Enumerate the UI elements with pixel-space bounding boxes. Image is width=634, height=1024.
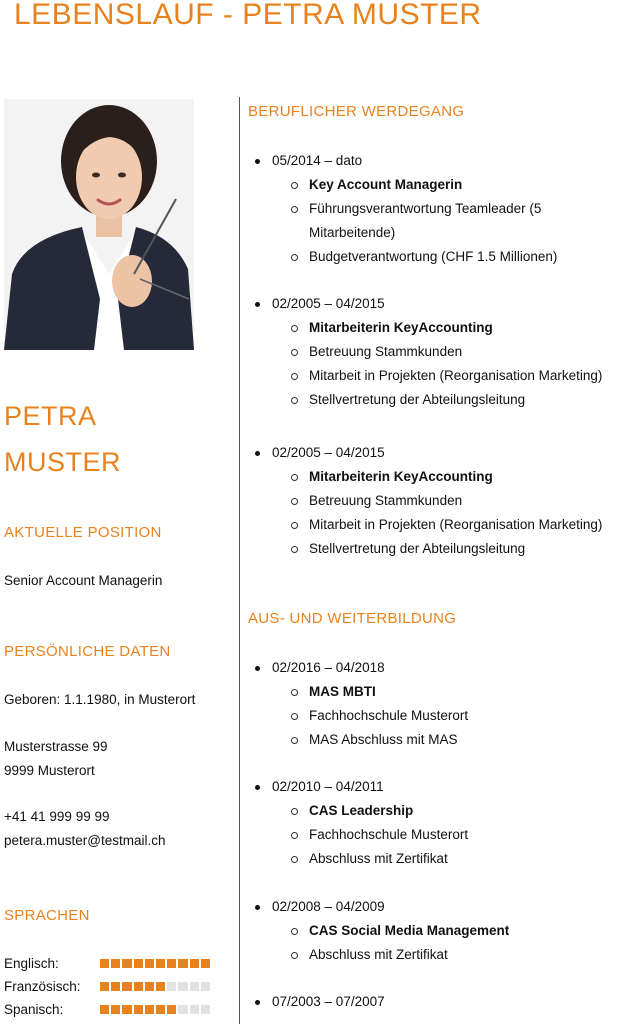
education-heading: AUS- UND WEITERBILDUNG: [248, 610, 457, 627]
language-label: Spanisch:: [4, 1002, 64, 1017]
language-row-english: [4, 953, 214, 975]
entry-role: CAS Social Media Management: [254, 919, 634, 943]
level-square-filled: [100, 959, 109, 968]
address-city: 9999 Musterort: [4, 763, 95, 778]
level-square-filled: [167, 959, 176, 968]
address-street: Musterstrasse 99: [4, 739, 108, 754]
entry-role: Key Account Managerin: [254, 173, 634, 197]
level-square-filled: [122, 982, 131, 991]
entry-role: CAS Leadership: [254, 799, 634, 823]
portrait-illustration: [4, 99, 194, 350]
language-row-french: [4, 976, 214, 998]
language-label: Englisch:: [4, 956, 59, 971]
education-entry: [254, 895, 634, 967]
birth-info: Geboren: 1.1.1980, in Musterort: [4, 692, 196, 707]
entry-detail: Abschluss mit Zertifikat: [254, 943, 634, 967]
level-square-filled: [122, 959, 131, 968]
entry-date: 07/2003 – 07/2007: [254, 990, 634, 1014]
language-level-bar: [100, 1005, 212, 1014]
level-square-filled: [190, 959, 199, 968]
level-square-filled: [111, 982, 120, 991]
entry-detail: Stellvertretung der Abteilungsleitung: [254, 388, 634, 412]
personal-data-heading: PERSÖNLICHE DATEN: [4, 643, 171, 660]
level-square-filled: [100, 1005, 109, 1014]
entry-role: Mitarbeiterin KeyAccounting: [254, 316, 634, 340]
last-name: MUSTER: [4, 447, 121, 477]
level-square-filled: [145, 959, 154, 968]
document-title: LEBENSLAUF - PETRA MUSTER: [14, 0, 482, 31]
entry-detail: Mitarbeit in Projekten (Reorganisation Marketing): [254, 513, 634, 537]
career-heading: BERUFLICHER WERDEGANG: [248, 103, 465, 120]
column-divider: [239, 97, 240, 1024]
level-square-filled: [156, 1005, 165, 1014]
level-square-filled: [156, 959, 165, 968]
entry-detail: Budgetverantwortung (CHF 1.5 Millionen): [254, 245, 634, 269]
entry-detail: MAS Abschluss mit MAS: [254, 728, 634, 752]
entry-date: 02/2008 – 04/2009: [254, 895, 634, 919]
education-entry: [254, 656, 634, 752]
level-square-filled: [111, 1005, 120, 1014]
education-entry: [254, 990, 634, 1014]
entry-detail: Stellvertretung der Abteilungsleitung: [254, 537, 634, 561]
level-square-empty: [178, 982, 187, 991]
level-square-filled: [134, 982, 143, 991]
level-square-empty: [190, 1005, 199, 1014]
entry-detail: Abschluss mit Zertifikat: [254, 847, 634, 871]
portrait-photo: [4, 99, 194, 350]
career-entry: [254, 149, 634, 269]
level-square-filled: [111, 959, 120, 968]
level-square-filled: [100, 982, 109, 991]
language-label: Französisch:: [4, 979, 81, 994]
level-square-filled: [134, 1005, 143, 1014]
language-row-spanish: [4, 999, 214, 1021]
entry-role: MAS MBTI: [254, 680, 634, 704]
level-square-filled: [201, 959, 210, 968]
entry-detail: Fachhochschule Musterort: [254, 704, 634, 728]
entry-detail: Betreuung Stammkunden: [254, 489, 634, 513]
career-entry: [254, 292, 634, 412]
level-square-filled: [156, 982, 165, 991]
first-name: PETRA: [4, 401, 97, 431]
language-level-bar: [100, 959, 212, 968]
entry-date: 02/2005 – 04/2015: [254, 292, 634, 316]
level-square-empty: [178, 1005, 187, 1014]
level-square-filled: [122, 1005, 131, 1014]
entry-role: Mitarbeiterin KeyAccounting: [254, 465, 634, 489]
entry-detail: Mitarbeit in Projekten (Reorganisation Marketing): [254, 364, 634, 388]
entry-date: 02/2016 – 04/2018: [254, 656, 634, 680]
level-square-filled: [167, 1005, 176, 1014]
entry-date: 05/2014 – dato: [254, 149, 634, 173]
language-level-bar: [100, 982, 212, 991]
entry-detail: Fachhochschule Musterort: [254, 823, 634, 847]
career-entry: [254, 441, 634, 561]
full-name: [4, 393, 121, 485]
level-square-filled: [145, 1005, 154, 1014]
level-square-filled: [145, 982, 154, 991]
phone-number: +41 41 999 99 99: [4, 809, 110, 824]
email-address: petera.muster@testmail.ch: [4, 833, 166, 848]
level-square-empty: [190, 982, 199, 991]
entry-date: 02/2010 – 04/2011: [254, 775, 634, 799]
entry-date: 02/2005 – 04/2015: [254, 441, 634, 465]
entry-detail: Betreuung Stammkunden: [254, 340, 634, 364]
entry-detail: Führungsverantwortung Teamleader (5 Mitarbeitende): [254, 197, 574, 245]
current-position-value: Senior Account Managerin: [4, 573, 163, 588]
level-square-empty: [201, 1005, 210, 1014]
level-square-filled: [134, 959, 143, 968]
education-entry: [254, 775, 634, 871]
level-square-empty: [167, 982, 176, 991]
current-position-heading: AKTUELLE POSITION: [4, 524, 162, 541]
languages-heading: SPRACHEN: [4, 907, 90, 924]
level-square-filled: [178, 959, 187, 968]
level-square-empty: [201, 982, 210, 991]
